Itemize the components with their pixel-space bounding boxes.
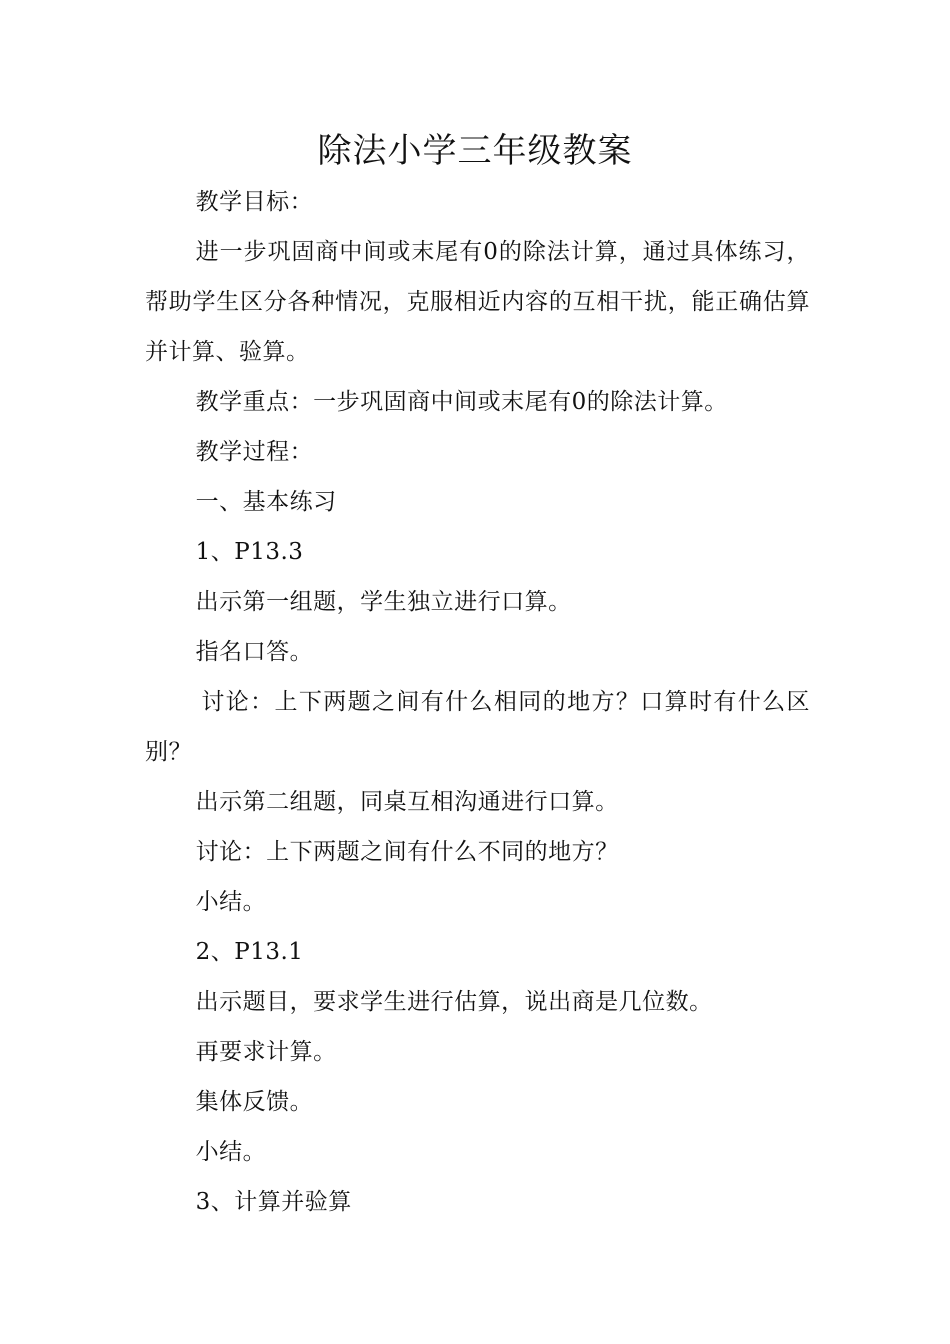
- paragraph-discussion: 讨论：上下两题之间有什么相同的地方？口算时有什么区别？: [145, 689, 810, 765]
- paragraph-step: 出示第一组题，学生独立进行口算。: [195, 589, 572, 615]
- paragraph-step: 再要求计算。: [195, 1039, 337, 1065]
- document-body: [145, 177, 810, 1227]
- paragraph-step: 集体反馈。: [195, 1089, 314, 1115]
- paragraph-teaching-goal: 进一步巩固商中间或末尾有0的除法计算，通过具体练习，帮助学生区分各种情况，克服相近内容的互相干扰，能正确估算并计算、验算。: [145, 239, 810, 365]
- paragraph-teaching-goal-heading: 教学目标：: [195, 189, 314, 215]
- item-heading-1: 1、P13.3: [195, 539, 304, 565]
- paragraph-teaching-focus: 教学重点：一步巩固商中间或末尾有0的除法计算。: [195, 389, 728, 415]
- paragraph-summary: 小结。: [195, 1139, 267, 1165]
- paragraph-step: 出示第二组题，同桌互相沟通进行口算。: [195, 789, 619, 815]
- item-heading-2: 2、P13.1: [195, 939, 304, 965]
- section-heading-basic-practice: 一、基本练习: [195, 489, 337, 515]
- paragraph-summary: 小结。: [195, 889, 267, 915]
- paragraph-step: 指名口答。: [195, 639, 314, 665]
- paragraph-step: 出示题目，要求学生进行估算，说出商是几位数。: [195, 989, 713, 1015]
- paragraph-discussion: 讨论：上下两题之间有什么不同的地方？: [195, 839, 619, 865]
- document-title: 除法小学三年级教案: [317, 131, 633, 171]
- paragraph-teaching-process-heading: 教学过程：: [195, 439, 314, 465]
- item-heading-3: 3、计算并验算: [195, 1189, 352, 1215]
